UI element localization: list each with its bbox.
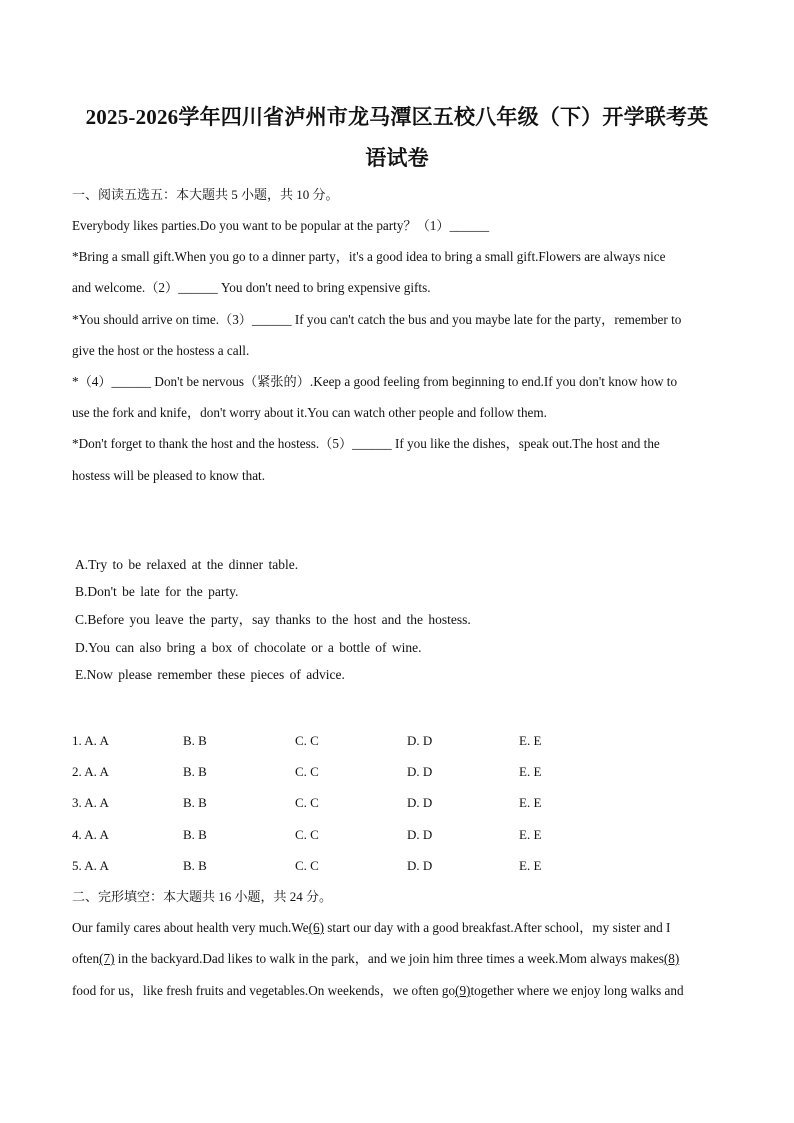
answer-choice[interactable]: E. E bbox=[519, 795, 542, 810]
answer-choice[interactable]: E. E bbox=[519, 764, 542, 779]
answer-choice[interactable]: C. C bbox=[295, 827, 319, 842]
passage-line: hostess will be pleased to know that. bbox=[72, 468, 266, 483]
passage-line: *Bring a small gift.When you go to a dinner party，it's a good idea to bring a small gift.Flowers are always nice bbox=[72, 249, 666, 264]
answer-choice[interactable]: 5. A. A bbox=[72, 858, 109, 873]
answer-row-1 bbox=[72, 732, 722, 750]
answer-choice[interactable]: E. E bbox=[519, 827, 542, 842]
cloze-text: often bbox=[72, 951, 100, 966]
section-1-header: 一、阅读五选五：本大题共 5 小题，共 10 分。 bbox=[72, 187, 339, 202]
cloze-blank-8[interactable]: (8) bbox=[663, 951, 680, 966]
answer-choice[interactable]: 1. A. A bbox=[72, 733, 109, 748]
answer-choice[interactable]: B. B bbox=[183, 858, 207, 873]
option-a: A.Try to be relaxed at the dinner table. bbox=[75, 557, 299, 572]
answer-row-5 bbox=[72, 857, 722, 875]
section-2-header: 二、完形填空：本大题共 16 小题，共 24 分。 bbox=[72, 889, 333, 904]
cloze-text: in the backyard.Dad likes to walk in the park，and we join him three times a week.Mom always makes bbox=[114, 951, 664, 966]
cloze-text: food for us，like fresh fruits and vegetables.On weekends，we often go bbox=[72, 983, 456, 998]
answer-choice[interactable]: B. B bbox=[183, 827, 207, 842]
answer-choice[interactable]: D. D bbox=[407, 764, 433, 779]
passage-line: use the fork and knife，don't worry about it.You can watch other people and follow them. bbox=[72, 405, 547, 420]
passage-line: give the host or the hostess a call. bbox=[72, 343, 250, 358]
answer-row-3 bbox=[72, 794, 722, 812]
option-b: B.Don't be late for the party. bbox=[75, 584, 239, 599]
answer-choice[interactable]: B. B bbox=[183, 764, 207, 779]
passage-line: and welcome.（2）______ You don't need to bring expensive gifts. bbox=[72, 280, 431, 295]
passage-line: *You should arrive on time.（3）______ If you can't catch the bus and you maybe late for the party，remember to bbox=[72, 312, 682, 327]
answer-choice[interactable]: 2. A. A bbox=[72, 764, 109, 779]
answer-choice[interactable]: E. E bbox=[519, 733, 542, 748]
passage-line: *（4）______ Don't be nervous（紧张的）.Keep a good feeling from beginning to end.If you don't know how to bbox=[72, 374, 678, 389]
passage-line: *Don't forget to thank the host and the hostess.（5）______ If you like the dishes，speak out.The host and the bbox=[72, 436, 660, 451]
exam-title-line-2: 语试卷 bbox=[365, 146, 429, 170]
exam-title-line-1: 2025-2026学年四川省泸州市龙马潭区五校八年级（下）开学联考英 bbox=[85, 105, 709, 129]
cloze-text: together where we enjoy long walks and bbox=[470, 983, 684, 998]
answer-choice[interactable]: C. C bbox=[295, 795, 319, 810]
cloze-text: start our day with a good breakfast.After school，my sister and I bbox=[323, 920, 671, 935]
answer-choice[interactable]: C. C bbox=[295, 858, 319, 873]
passage-line: Everybody likes parties.Do you want to be popular at the party？（1）______ bbox=[72, 218, 490, 233]
answer-choice[interactable]: 3. A. A bbox=[72, 795, 109, 810]
cloze-line-1 bbox=[72, 919, 670, 937]
cloze-blank-9[interactable]: (9) bbox=[455, 983, 471, 998]
cloze-line-3 bbox=[72, 982, 684, 1000]
answer-choice[interactable]: D. D bbox=[407, 858, 433, 873]
cloze-line-2 bbox=[72, 950, 679, 968]
answer-choice[interactable]: C. C bbox=[295, 764, 319, 779]
answer-row-4 bbox=[72, 826, 722, 844]
answer-choice[interactable]: B. B bbox=[183, 733, 207, 748]
cloze-blank-7[interactable]: (7) bbox=[99, 951, 115, 966]
cloze-text: Our family cares about health very much.We bbox=[72, 920, 309, 935]
answer-choice[interactable]: D. D bbox=[407, 733, 433, 748]
answer-choice[interactable]: E. E bbox=[519, 858, 542, 873]
option-d: D.You can also bring a box of chocolate or a bottle of wine. bbox=[75, 640, 422, 655]
answer-choice[interactable]: C. C bbox=[295, 733, 319, 748]
answer-choice[interactable]: D. D bbox=[407, 827, 433, 842]
answer-choice[interactable]: D. D bbox=[407, 795, 433, 810]
answer-choice[interactable]: 4. A. A bbox=[72, 827, 109, 842]
answer-row-2 bbox=[72, 763, 722, 781]
option-c: C.Before you leave the party，say thanks to the host and the hostess. bbox=[75, 612, 471, 627]
option-e: E.Now please remember these pieces of advice. bbox=[75, 667, 345, 682]
answer-choice[interactable]: B. B bbox=[183, 795, 207, 810]
cloze-blank-6[interactable]: (6) bbox=[308, 920, 324, 935]
